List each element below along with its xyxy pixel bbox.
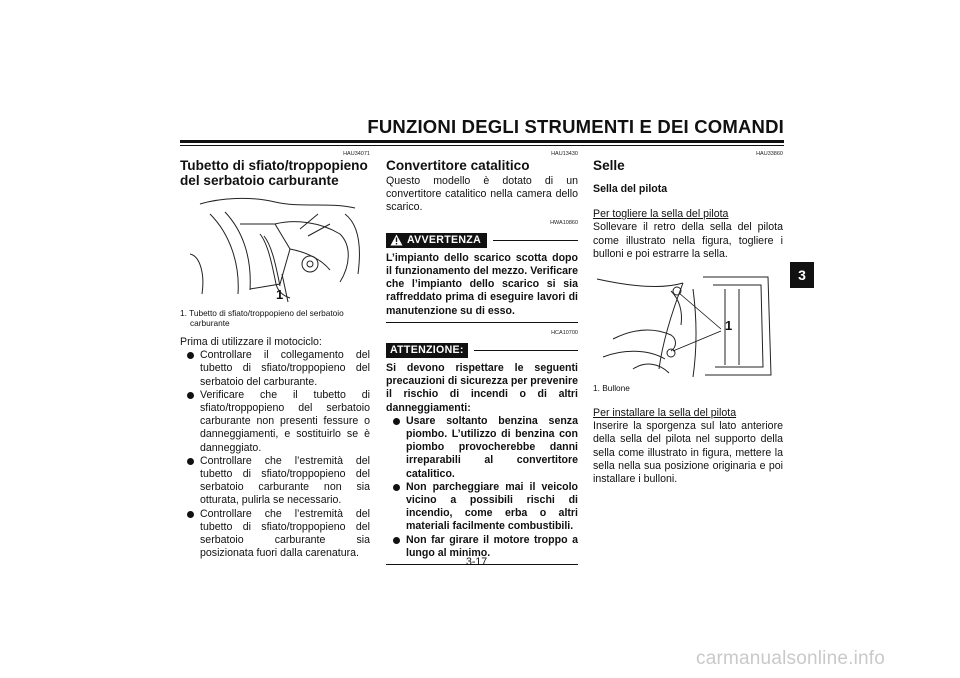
warning-code: HWA10860 xyxy=(550,219,578,226)
column-catalytic-converter xyxy=(386,150,578,565)
subheading-rider-seat: Sella del pilota xyxy=(593,183,668,195)
caution-header xyxy=(386,343,578,358)
warning-header xyxy=(386,233,578,248)
install-seat-title: Per installare la sella del pilota xyxy=(593,407,737,420)
section-code: HAU13430 xyxy=(551,151,578,157)
figure-breather-hose xyxy=(180,194,370,306)
list-item: Non far girare il motore troppo a lungo al minimo. xyxy=(386,534,578,560)
section-code: HAU34071 xyxy=(343,151,370,157)
section-heading-breather-hose: Tubetto di sfiato/troppopieno del serbatoio carburante xyxy=(180,158,368,188)
body-text: Questo modello è dotato di un convertitore catalitico nella camera dello scarico. xyxy=(386,175,578,214)
caution-code: HCA10700 xyxy=(551,329,578,336)
list-item: Controllare che l’estremità del tubetto di sfiato/troppopieno del serbatoio carburante sia posizionata fuori dalla carenatura. xyxy=(180,508,370,561)
page-number: 3-17 xyxy=(466,556,488,568)
figure-caption: 1. Bullone xyxy=(593,383,630,394)
figure-seat xyxy=(593,269,783,381)
caution-bullet-list xyxy=(386,415,578,560)
bullet-list xyxy=(180,349,370,560)
list-item: Controllare che l’estremità del tubetto di sfiato/troppopieno del serbatoio carburante non sia otturata, pulirla se necessario. xyxy=(180,455,370,508)
section-heading-catalytic-converter: Convertitore catalitico xyxy=(386,158,530,173)
warning-rule xyxy=(493,240,578,241)
list-item: Controllare il collegamento del tubetto di sfiato/troppopieno del serbatoio del carburante. xyxy=(180,349,370,389)
remove-seat-title: Per togliere la sella del pilota xyxy=(593,208,729,221)
caution-text: Si devono rispettare le seguenti precauzioni di sicurezza per prevenire il rischio di incendi o di altri danneggiamenti: xyxy=(386,362,578,414)
list-item: Non parcheggiare mai il veicolo vicino a possibili rischi di incendio, come erba o altri materiali facilmente combustibili. xyxy=(386,481,578,534)
breather-hose-illustration xyxy=(180,194,370,306)
column-breather-hose xyxy=(180,150,370,560)
install-seat-text: Inserire la sporgenza sul lato anteriore della sella del pilota nel supporto della sella come illustrato in figura, mettere la sella nella sua posizione originaria e poi installare i bulloni. xyxy=(593,420,783,486)
list-item: Verificare che il tubetto di sfiato/troppopieno del serbatoio carburante non presenti fessure o danneggiamenti, e sostituirlo se è danneggiato. xyxy=(180,389,370,455)
chapter-tab[interactable]: 3 xyxy=(790,262,814,288)
caution-rule xyxy=(474,350,578,351)
figure-caption: 1. Tubetto di sfiato/troppopieno del serbatoio carburante xyxy=(180,308,344,328)
remove-seat-text: Sollevare il retro della sella del pilota come illustrato nella figura, togliere i bulloni e poi estrarre la sella. xyxy=(593,221,783,260)
column-seats xyxy=(593,150,783,486)
intro-text: Prima di utilizzare il motociclo: xyxy=(180,336,322,348)
figure-callout-1: 1 xyxy=(725,318,733,334)
section-code: HAU33860 xyxy=(756,151,783,157)
warning-triangle-icon xyxy=(390,234,403,246)
warning-label-text: AVVERTENZA xyxy=(407,233,482,246)
list-item: Usare soltanto benzina senza piombo. L’utilizzo di benzina con piombo provocherebbe danni irreparabili al convertitore catalitico. xyxy=(386,415,578,481)
warning-label xyxy=(386,233,487,248)
seat-bolts-illustration xyxy=(593,269,783,381)
watermark: carmanualsonline.info xyxy=(696,648,886,669)
header-rule-thin xyxy=(180,145,784,146)
section-heading-seats: Selle xyxy=(593,158,625,173)
caution-label: ATTENZIONE: xyxy=(386,343,468,358)
page-title: FUNZIONI DEGLI STRUMENTI E DEI COMANDI xyxy=(367,116,784,137)
warning-text: L’impianto dello scarico scotta dopo il funzionamento del mezzo. Verificare che l’impianto dello scarico si sia raffreddato prima di eseguire lavori di manutenzione su di esso. xyxy=(386,251,578,317)
figure-callout-1: 1 xyxy=(276,287,284,302)
header-rule xyxy=(180,140,784,143)
